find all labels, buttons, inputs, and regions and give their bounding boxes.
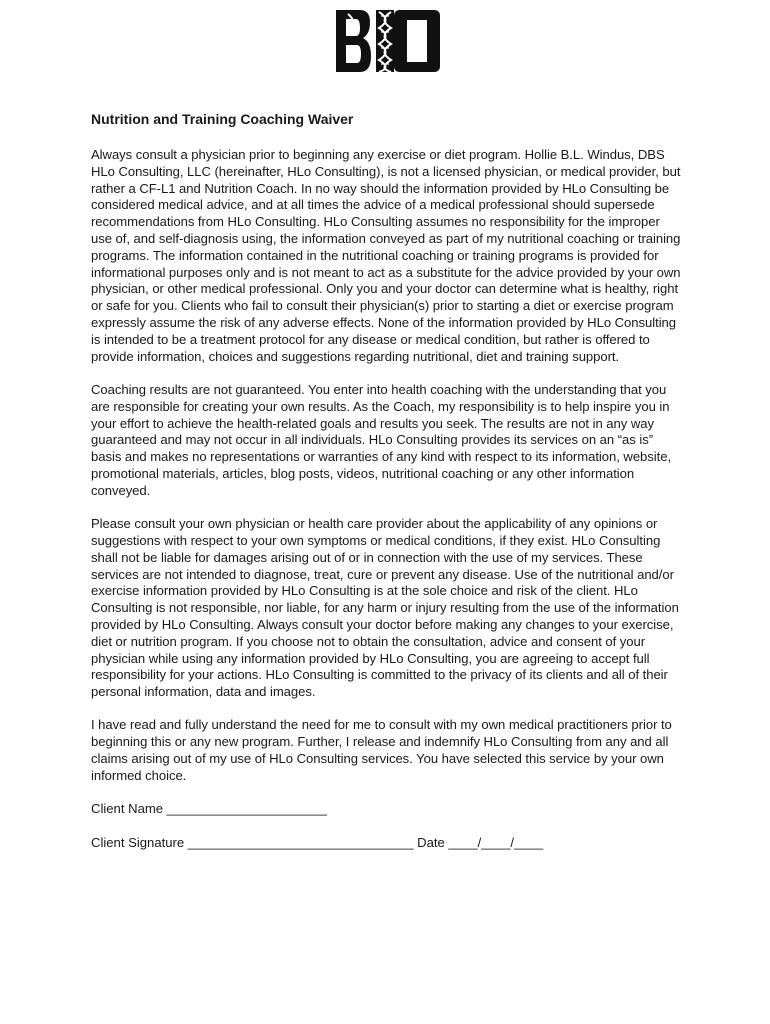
- client-name-field[interactable]: Client Name ______________________: [91, 801, 327, 817]
- document-title: Nutrition and Training Coaching Waiver: [91, 111, 354, 127]
- client-signature-field[interactable]: Client Signature _______________________________ Date ____/____/____: [91, 835, 544, 851]
- waiver-document: [91, 110, 683, 869]
- paragraph-physician-disclaimer: Always consult a physician prior to beginning any exercise or diet program. Hollie B.L. Windus, DBS HLo Consulting, LLC (hereinafter, HLo Consulting), is not a licensed physician, or medical provider, but rather a CF-L1 and Nutrition Coach. In no way should the information provided by HLo Consulting be considered medical advice, and at all times the advice of a medical professional should supersede recommendations from HLo Consulting. HLo Consulting assumes no responsibility for the improper use of, and self-diagnosis using, the information conveyed as part of my nutritional coaching or training programs. The information contained in the nutritional coaching or training programs is provided for informational purposes only and is not meant to act as a substitute for the advice provided by your own physician, or other medical professional. Only you and your doctor can determine what is healthy, right or safe for you. Clients who fail to consult their physician(s) prior to starting a diet or exercise program expressly assume the risk of any adverse effects. None of the information provided by HLo Consulting is intended to be a treatment protocol for any disease or medical condition, but rather is offered to provide information, choices and suggestions regarding nutritional, diet and training support.: [91, 147, 681, 364]
- paragraph-results-not-guaranteed: Coaching results are not guaranteed. You enter into health coaching with the understanding that you are responsible for creating your own results. As the Coach, my responsibility is to help inspire you in your effort to achieve the health-related goals and results you seek. The results are not in any way guaranteed and may not occur in all individuals. HLo Consulting provides its services on an “as is” basis and makes no representations or warranties of any kind with respect to its information, website, promotional materials, articles, blog posts, videos, nutritional coaching or any other information conveyed.: [91, 381, 672, 498]
- paragraph-acknowledgement: I have read and fully understand the need for me to consult with my own medical practitioners prior to beginning this or any new program. Further, I release and indemnify HLo Consulting from any and all claims arising out of my use of HLo Consulting services. You have selected this service by your own informed choice.: [91, 717, 672, 783]
- paragraph-liability: Please consult your own physician or health care provider about the applicability of any opinions or suggestions with respect to your own symptoms or medical conditions, if they exist. HLo Consulting shall not be liable for damages arising out of or in connection with the use of my services. These services are not intended to diagnose, treat, cure or prevent any disease. Use of the nutritional and/or exercise information provided by HLo Consulting is at the sole choice and risk of the client. HLo Consulting is not responsible, nor liable, for any harm or injury resulting from the use of the information provided by HLo Consulting. Always consult your doctor before making any changes to your exercise, diet or nutrition program. If you choose not to obtain the consultation, advice and consent of your physician while using any information provided by HLo Consulting, you are agreeing to accept full responsibility for your actions. HLo Consulting is committed to the privacy of its clients and all of their personal information, data and images.: [91, 516, 679, 700]
- bio-logo: [334, 6, 442, 78]
